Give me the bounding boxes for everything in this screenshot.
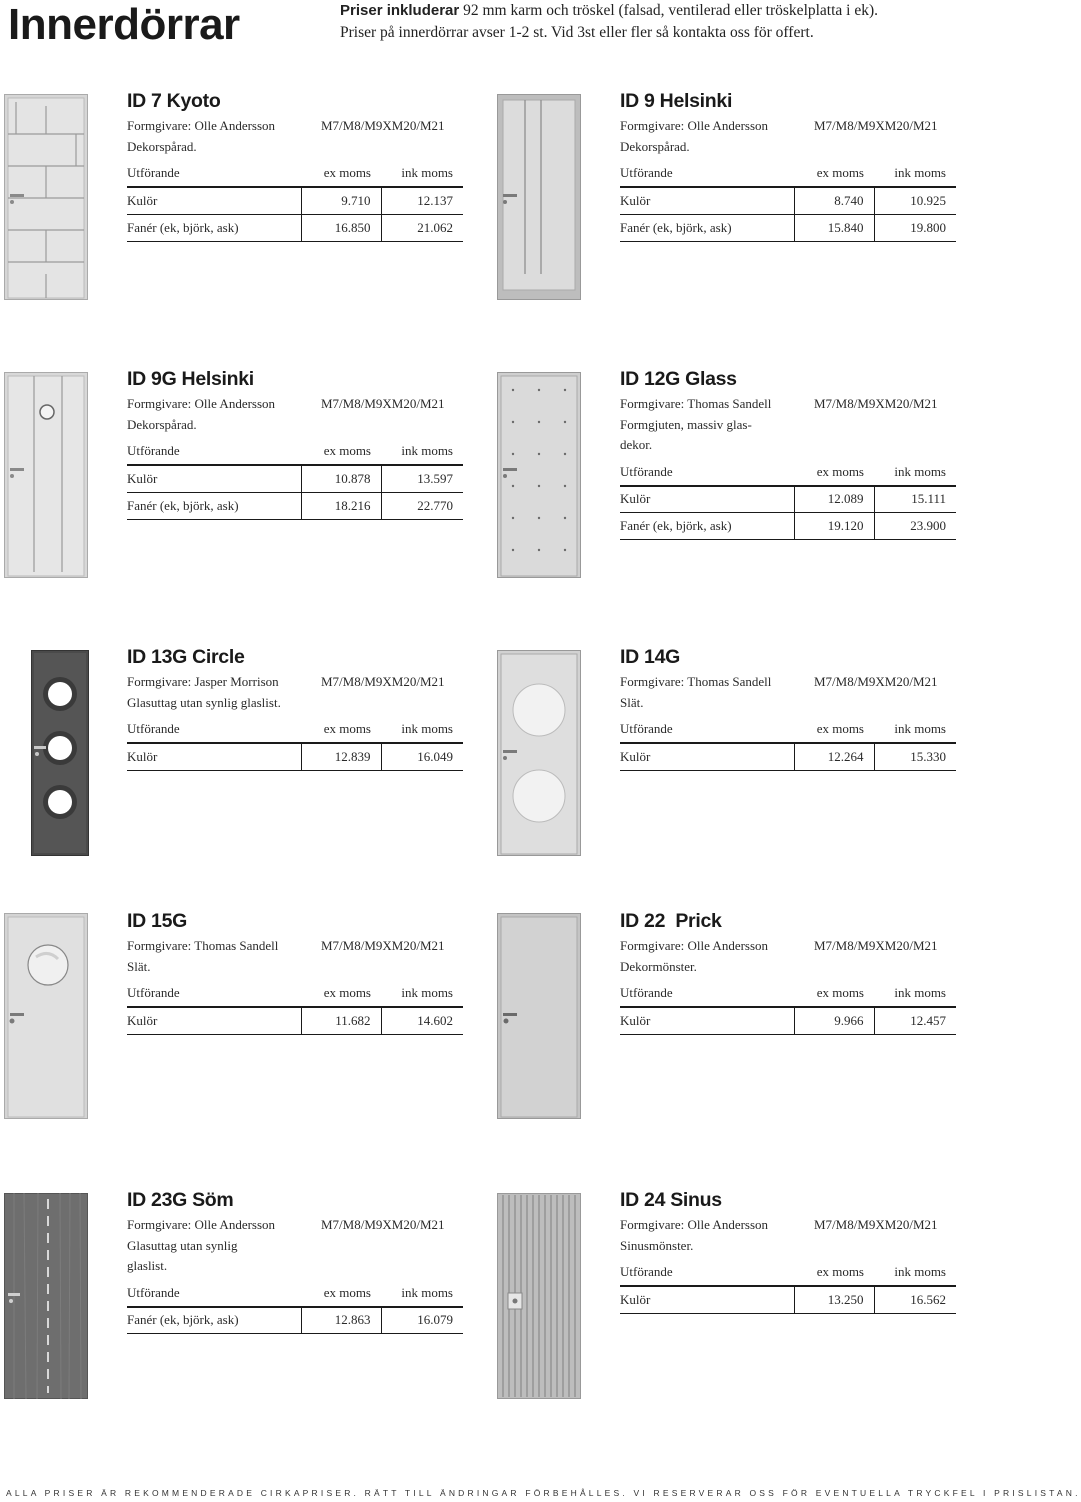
col-header-label: Utförande bbox=[620, 1264, 673, 1279]
door-image-circle bbox=[31, 650, 89, 856]
product-title: ID 15G bbox=[127, 910, 187, 932]
model-codes: M7/M8/M9XM20/M21 bbox=[321, 118, 445, 133]
description: Dekormönster. bbox=[620, 958, 697, 974]
table-row bbox=[620, 1286, 956, 1313]
col-header-ink: ink moms bbox=[401, 1284, 453, 1300]
col-header-ink: ink moms bbox=[401, 165, 453, 180]
model-codes: M7/M8/M9XM20/M21 bbox=[814, 118, 938, 133]
row-label: Kulör bbox=[620, 1007, 794, 1034]
price-ex: 12.863 bbox=[301, 1307, 381, 1334]
col-header-label: Utförande bbox=[127, 985, 180, 1000]
description: Formgjuten, massiv glas-dekor. bbox=[620, 416, 752, 452]
product-circle bbox=[127, 645, 463, 771]
col-header-ex: ex moms bbox=[816, 165, 864, 180]
price-ink: 22.770 bbox=[381, 492, 463, 519]
model-codes: M7/M8/M9XM20/M21 bbox=[321, 396, 445, 411]
col-header-ex: ex moms bbox=[323, 985, 371, 1000]
price-table bbox=[620, 980, 956, 1035]
col-header-ink: ink moms bbox=[894, 721, 946, 736]
price-ex: 18.216 bbox=[301, 492, 381, 519]
designer: Formgivare: Olle Andersson bbox=[127, 1217, 276, 1232]
product-title: ID 22 Prick bbox=[620, 910, 722, 932]
col-header-ink: ink moms bbox=[894, 165, 946, 180]
door-image-prick bbox=[497, 913, 581, 1119]
row-label: Kulör bbox=[127, 187, 301, 214]
row-label: Fanér (ek, björk, ask) bbox=[127, 492, 301, 519]
row-label: Kulör bbox=[620, 486, 794, 513]
door-image-helsinki bbox=[497, 94, 581, 300]
door-image-14g bbox=[497, 650, 581, 856]
designer: Formgivare: Thomas Sandell bbox=[127, 938, 279, 953]
col-header-ex: ex moms bbox=[816, 463, 864, 479]
price-ink: 15.330 bbox=[874, 743, 956, 770]
price-ink: 23.900 bbox=[874, 513, 956, 540]
col-header-ex: ex moms bbox=[323, 1284, 371, 1300]
product-sinus bbox=[620, 1188, 956, 1314]
price-ex: 15.840 bbox=[794, 214, 874, 241]
price-ex: 19.120 bbox=[794, 513, 874, 540]
model-codes: M7/M8/M9XM20/M21 bbox=[814, 674, 938, 689]
price-ex: 12.089 bbox=[794, 486, 874, 513]
designer: Formgivare: Olle Andersson bbox=[620, 1217, 769, 1232]
product-title: ID 13G Circle bbox=[127, 646, 245, 668]
description: Slät. bbox=[127, 958, 151, 974]
col-header-ink: ink moms bbox=[894, 463, 946, 479]
price-ex: 12.839 bbox=[301, 743, 381, 770]
col-header-label: Utförande bbox=[127, 165, 180, 180]
price-ink: 21.062 bbox=[381, 214, 463, 241]
designer: Formgivare: Olle Andersson bbox=[620, 118, 769, 133]
table-row bbox=[620, 486, 956, 513]
description: Dekorspårad. bbox=[127, 138, 197, 154]
col-header-label: Utförande bbox=[127, 443, 180, 458]
price-table bbox=[127, 160, 463, 242]
intro-line-2: Priser på innerdörrar avser 1-2 st. Vid 3st eller fler så kontakta oss för offert. bbox=[340, 24, 814, 41]
price-ex: 16.850 bbox=[301, 214, 381, 241]
table-row bbox=[127, 1007, 463, 1034]
table-row bbox=[620, 513, 956, 540]
description: Dekorspårad. bbox=[620, 138, 690, 154]
col-header-ink: ink moms bbox=[894, 985, 946, 1000]
price-ink: 13.597 bbox=[381, 465, 463, 492]
product-title: ID 9G Helsinki bbox=[127, 368, 254, 390]
price-ex: 9.710 bbox=[301, 187, 381, 214]
door-image-kyoto bbox=[4, 94, 88, 300]
designer: Formgivare: Thomas Sandell bbox=[620, 396, 772, 411]
price-ex: 12.264 bbox=[794, 743, 874, 770]
designer: Formgivare: Olle Andersson bbox=[127, 118, 276, 133]
col-header-ink: ink moms bbox=[401, 443, 453, 458]
description: Sinusmönster. bbox=[620, 1237, 694, 1253]
product-helsinki-9g bbox=[127, 367, 463, 520]
col-header-ex: ex moms bbox=[816, 1264, 864, 1279]
col-header-ink: ink moms bbox=[894, 1264, 946, 1279]
price-table bbox=[127, 438, 463, 520]
page-title: Innerdörrar bbox=[8, 0, 240, 49]
row-label: Kulör bbox=[127, 1007, 301, 1034]
col-header-ex: ex moms bbox=[323, 165, 371, 180]
price-ink: 12.137 bbox=[381, 187, 463, 214]
col-header-ink: ink moms bbox=[401, 721, 453, 736]
table-row bbox=[127, 492, 463, 519]
price-ink: 16.562 bbox=[874, 1286, 956, 1313]
product-title: ID 14G bbox=[620, 646, 680, 668]
col-header-label: Utförande bbox=[620, 721, 673, 736]
price-ex: 9.966 bbox=[794, 1007, 874, 1034]
description: Glasuttag utan synlig glaslist. bbox=[127, 1237, 238, 1273]
description: Dekorspårad. bbox=[127, 416, 197, 432]
col-header-ex: ex moms bbox=[816, 985, 864, 1000]
model-codes: M7/M8/M9XM20/M21 bbox=[814, 396, 938, 411]
table-row bbox=[127, 743, 463, 770]
price-ink: 15.111 bbox=[874, 486, 956, 513]
product-glass bbox=[620, 367, 956, 540]
table-row bbox=[127, 1307, 463, 1334]
col-header-ex: ex moms bbox=[323, 443, 371, 458]
row-label: Kulör bbox=[127, 465, 301, 492]
model-codes: M7/M8/M9XM20/M21 bbox=[321, 938, 445, 953]
col-header-ex: ex moms bbox=[323, 721, 371, 736]
price-ink: 16.079 bbox=[381, 1307, 463, 1334]
row-label: Fanér (ek, björk, ask) bbox=[620, 214, 794, 241]
price-table bbox=[620, 1259, 956, 1314]
designer: Formgivare: Olle Andersson bbox=[620, 938, 769, 953]
col-header-label: Utförande bbox=[127, 721, 180, 736]
product-som bbox=[127, 1188, 463, 1334]
price-ex: 8.740 bbox=[794, 187, 874, 214]
price-ink: 14.602 bbox=[381, 1007, 463, 1034]
model-codes: M7/M8/M9XM20/M21 bbox=[321, 674, 445, 689]
product-prick bbox=[620, 909, 956, 1035]
product-title: ID 9 Helsinki bbox=[620, 90, 733, 112]
designer: Formgivare: Olle Andersson bbox=[127, 396, 276, 411]
price-table bbox=[127, 1280, 463, 1335]
price-ink: 16.049 bbox=[381, 743, 463, 770]
price-ex: 11.682 bbox=[301, 1007, 381, 1034]
row-label: Kulör bbox=[127, 743, 301, 770]
col-header-ex: ex moms bbox=[816, 721, 864, 736]
designer: Formgivare: Jasper Morrison bbox=[127, 674, 279, 689]
price-table bbox=[127, 980, 463, 1035]
row-label: Fanér (ek, björk, ask) bbox=[620, 513, 794, 540]
row-label: Kulör bbox=[620, 1286, 794, 1313]
col-header-label: Utförande bbox=[620, 165, 673, 180]
price-ink: 19.800 bbox=[874, 214, 956, 241]
col-header-label: Utförande bbox=[620, 463, 673, 479]
description: Glasuttag utan synlig glaslist. bbox=[127, 694, 281, 710]
price-ex: 10.878 bbox=[301, 465, 381, 492]
intro-lead: Priser inkluderar bbox=[340, 2, 460, 19]
price-table bbox=[620, 459, 956, 541]
door-image-glass bbox=[497, 372, 581, 578]
model-codes: M7/M8/M9XM20/M21 bbox=[814, 1217, 938, 1232]
door-image-helsinki-9g bbox=[4, 372, 88, 578]
product-title: ID 12G Glass bbox=[620, 368, 737, 390]
table-row bbox=[127, 465, 463, 492]
product-title: ID 7 Kyoto bbox=[127, 90, 221, 112]
product-15g bbox=[127, 909, 463, 1035]
intro-text bbox=[340, 0, 955, 44]
price-table bbox=[127, 716, 463, 771]
description: Slät. bbox=[620, 694, 644, 710]
designer: Formgivare: Thomas Sandell bbox=[620, 674, 772, 689]
door-image-15g bbox=[4, 913, 88, 1119]
door-image-sinus bbox=[497, 1193, 581, 1399]
intro-line-1: 92 mm karm och tröskel (falsad, ventilerad eller tröskelplatta i ek). bbox=[463, 2, 879, 19]
table-row bbox=[620, 743, 956, 770]
product-14g bbox=[620, 645, 956, 771]
price-table bbox=[620, 716, 956, 771]
table-row bbox=[620, 187, 956, 214]
col-header-ink: ink moms bbox=[401, 985, 453, 1000]
col-header-label: Utförande bbox=[127, 1284, 180, 1300]
col-header-label: Utförande bbox=[620, 985, 673, 1000]
model-codes: M7/M8/M9XM20/M21 bbox=[814, 938, 938, 953]
model-codes: M7/M8/M9XM20/M21 bbox=[321, 1217, 445, 1232]
price-table bbox=[620, 160, 956, 242]
price-ink: 12.457 bbox=[874, 1007, 956, 1034]
price-ink: 10.925 bbox=[874, 187, 956, 214]
row-label: Kulör bbox=[620, 187, 794, 214]
row-label: Fanér (ek, björk, ask) bbox=[127, 1307, 301, 1334]
table-row bbox=[620, 214, 956, 241]
row-label: Fanér (ek, björk, ask) bbox=[127, 214, 301, 241]
product-kyoto bbox=[127, 89, 463, 242]
product-title: ID 23G Söm bbox=[127, 1189, 234, 1211]
door-image-som bbox=[4, 1193, 88, 1399]
price-ex: 13.250 bbox=[794, 1286, 874, 1313]
row-label: Kulör bbox=[620, 743, 794, 770]
product-helsinki bbox=[620, 89, 956, 242]
table-row bbox=[127, 187, 463, 214]
table-row bbox=[127, 214, 463, 241]
footer-disclaimer: ALLA PRISER ÄR REKOMMENDERADE CIRKAPRISER. RÄTT TILL ÄNDRINGAR FÖRBEHÅLLES. VI RESERVERAR OSS FÖR EVENTUELLA TRYCKFEL I PRISLISTAN. bbox=[6, 1488, 1081, 1498]
product-title: ID 24 Sinus bbox=[620, 1189, 722, 1211]
table-row bbox=[620, 1007, 956, 1034]
